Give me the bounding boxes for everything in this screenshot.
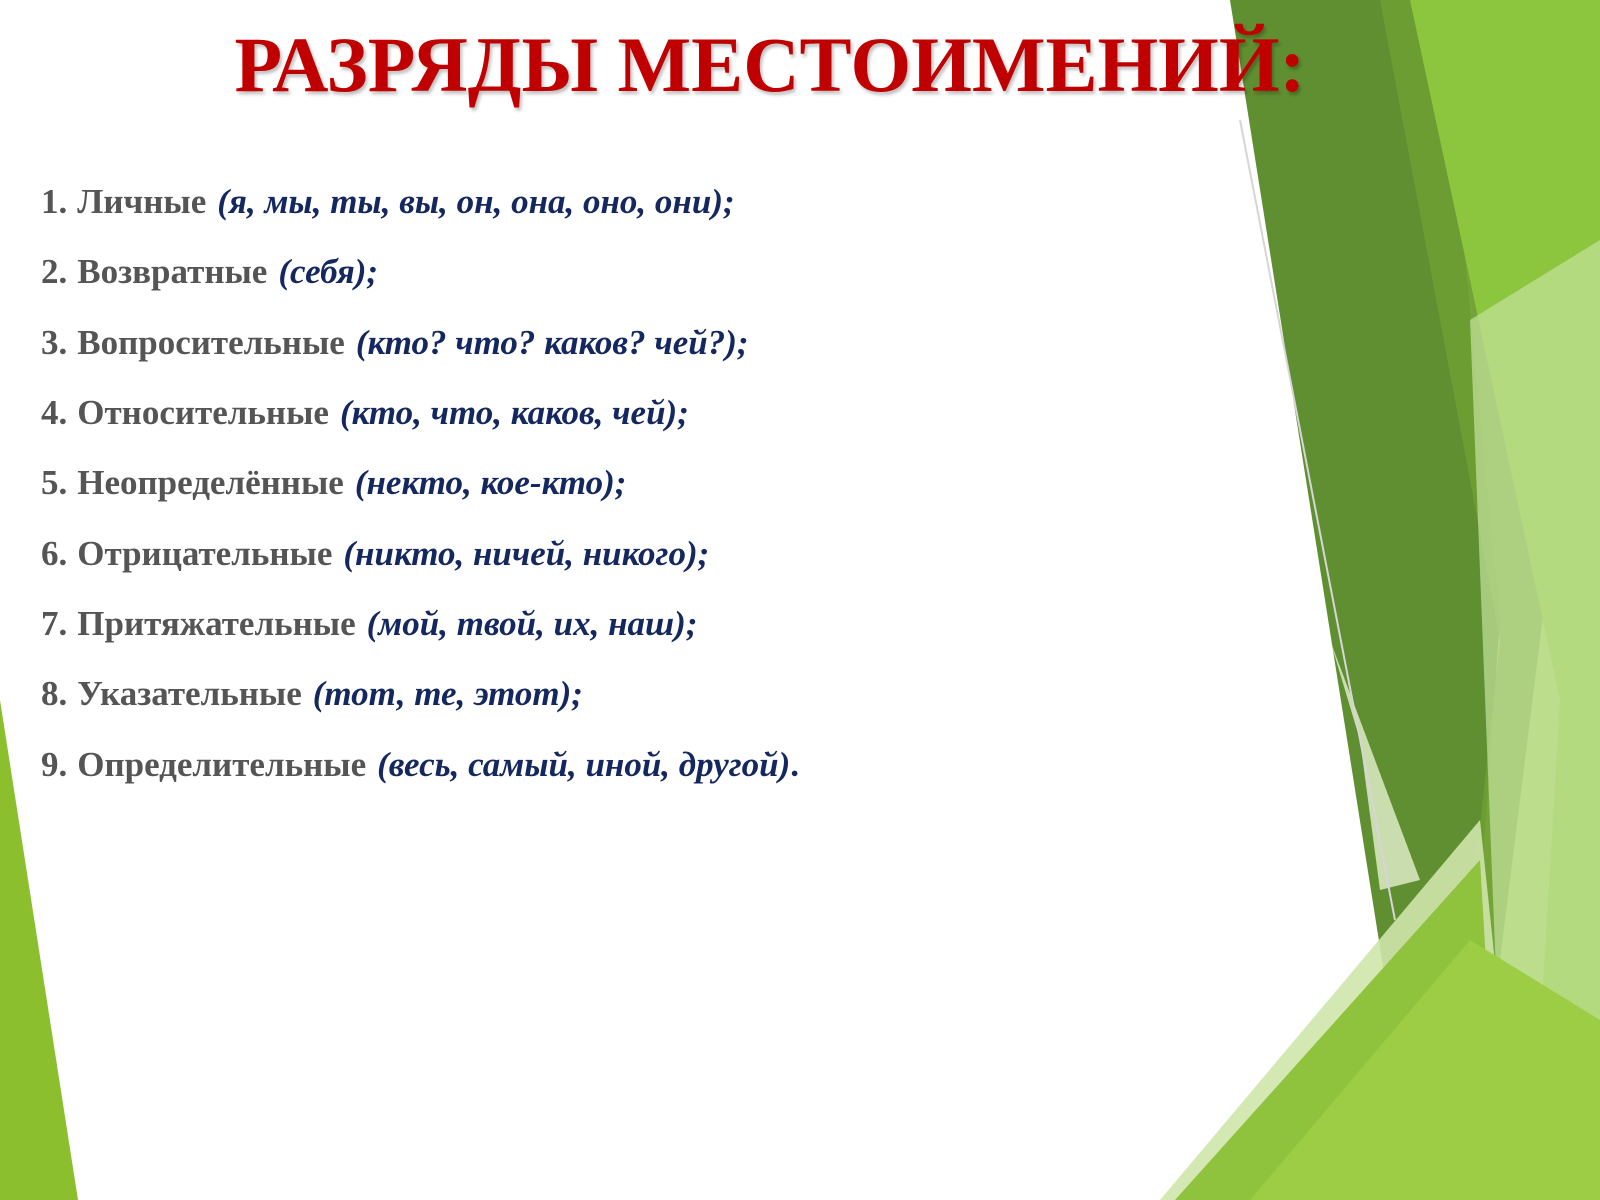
item-examples: (тот, те, этот); (312, 674, 583, 714)
item-category: Отрицательные (77, 533, 333, 573)
list-item (41, 729, 799, 799)
list-item (41, 308, 799, 378)
item-category: Определительные (77, 744, 367, 784)
pronoun-categories-list (41, 167, 799, 800)
item-category: Относительные (77, 393, 329, 433)
item-number: 1. (41, 182, 68, 222)
list-item (41, 518, 799, 588)
item-examples: (я, мы, ты, вы, он, она, оно, они); (217, 182, 735, 222)
item-number: 3. (41, 322, 68, 362)
item-examples: (весь, самый, иной, другой) (377, 744, 791, 784)
item-number: 4. (41, 393, 68, 433)
list-item (41, 378, 799, 448)
item-examples: (кто, что, каков, чей); (339, 393, 689, 433)
item-examples: (кто? что? каков? чей?); (355, 322, 749, 362)
item-end: . (790, 744, 800, 784)
item-category: Возвратные (77, 252, 268, 292)
item-number: 8. (41, 674, 68, 714)
item-examples: (некто, кое-кто); (354, 463, 627, 503)
item-number: 7. (41, 603, 68, 643)
item-category: Неопределённые (77, 463, 344, 503)
slide-title: РАЗРЯДЫ МЕСТОИМЕНИЙ: (234, 21, 1306, 108)
item-number: 5. (41, 463, 68, 503)
item-number: 2. (41, 252, 68, 292)
item-category: Указательные (77, 674, 302, 714)
list-item (41, 237, 799, 307)
list-item (41, 448, 799, 518)
item-examples: (себя); (278, 252, 379, 292)
list-item (41, 589, 799, 659)
item-examples: (мой, твой, их, наш); (366, 603, 698, 643)
item-category: Личные (77, 182, 207, 222)
item-number: 9. (41, 744, 68, 784)
item-examples: (никто, ничей, никого); (343, 533, 710, 573)
item-number: 6. (41, 533, 68, 573)
list-item (41, 167, 799, 237)
item-category: Вопросительные (77, 322, 345, 362)
list-item (41, 659, 799, 729)
item-category: Притяжательные (77, 603, 356, 643)
